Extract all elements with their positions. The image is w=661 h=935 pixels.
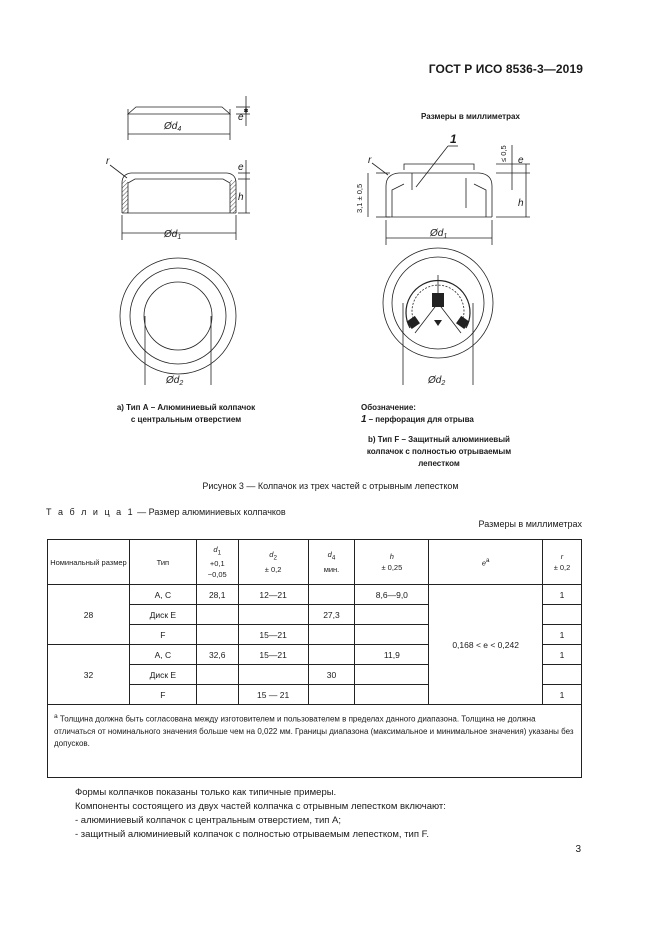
- header-type: Тип: [129, 540, 196, 585]
- label-dim-31: 3,1 ± 0,5: [355, 183, 364, 213]
- table-caption: Т а б л и ц а 1 — Размер алюминиевых колпачков: [46, 507, 286, 517]
- table-row: F 15 — 21 1: [48, 685, 582, 705]
- page-number: 3: [575, 844, 581, 855]
- label-r-a: r: [106, 156, 110, 167]
- cap-a-outer-circle: [120, 258, 236, 374]
- label-d1-f: $Ød_1$: [430, 228, 448, 240]
- table-row: F 15—21 1: [48, 625, 582, 645]
- standard-header: ГОСТ Р ИСО 8536-3—2019: [428, 62, 583, 76]
- table-row: Диск E 30: [48, 665, 582, 685]
- header-d1: $d_1$ +0,1 −0,05: [196, 540, 238, 585]
- label-e-f: e: [518, 155, 524, 166]
- label-d2-a: $Ød_2$: [166, 375, 184, 385]
- label-d1-a: $Ød_1$: [164, 229, 182, 241]
- label-h-f: h: [518, 198, 524, 209]
- caption-type-f: b) Тип F – Защитный алюминиевый колпачок с полностью отрываемым лепестком: [366, 435, 512, 468]
- figure-units-note: Размеры в миллиметрах: [421, 112, 520, 121]
- disk-outline: [128, 107, 230, 114]
- table-footnote-row: [48, 705, 582, 778]
- label-dim-05: ≤ 0,5: [499, 145, 508, 162]
- label-e-cap: e: [238, 162, 244, 173]
- cap-size-table: [47, 539, 582, 778]
- label-r-f: r: [368, 155, 372, 166]
- header-d4: $d_4$ мин.: [308, 540, 355, 585]
- figure-legend: Обозначение: 1 – перфорация для отрыва: [361, 403, 474, 425]
- table-header-row: [48, 540, 582, 585]
- table-footnote: $^a$ Толщина должна быть согласована между изготовителем и пользователем в пределах данного диапазона. Толщина не должна отличаться от номинального значения больше чем на 0,022 мм. Границы диапазона (максимальное и минимальное значения) указаны без допусков.: [48, 705, 582, 778]
- table-units: Размеры в миллиметрах: [478, 519, 582, 529]
- cap-a-side: [122, 173, 236, 213]
- cap-f-side: [386, 173, 492, 217]
- header-d2: $d_2$ ± 0,2: [238, 540, 308, 585]
- header-r: r ± 0,2: [543, 540, 582, 585]
- callout-1: 1: [450, 132, 457, 146]
- table-row: Диск E 27,3: [48, 605, 582, 625]
- body-text: Формы колпачков показаны только как типичные примеры. Компоненты состоящего из двух частей колпачка с отрывным лепестком включают: - алюминиевый колпачок с центральным отверстием, тип A; - защитный алюминиевый колпачок с полностью отрываемым лепестком, тип F.: [75, 787, 446, 840]
- header-e: $e^a$: [429, 540, 543, 585]
- e-range-cell: 0,168 < e < 0,242: [429, 585, 543, 705]
- header-h: h ± 0,25: [355, 540, 429, 585]
- table-row: 28 A, C 28,1 12—21 8,6—9,0 0,168 < e < 0,242 1: [48, 585, 582, 605]
- label-d2-f: $Ød_2$: [428, 375, 446, 385]
- caption-type-a: a) Тип А – Алюминиевый колпачок с центральным отверстием: [116, 403, 256, 424]
- label-h-a: h: [238, 192, 244, 203]
- cap-technical-drawing: [0, 85, 661, 385]
- figure-caption: Рисунок 3 — Колпачок из трех частей с отрывным лепестком: [202, 481, 459, 491]
- label-e-disk: e: [238, 112, 244, 123]
- table-row: 32 A, C 32,6 15—21 11,9 1: [48, 645, 582, 665]
- header-nominal: Номинальный размер: [48, 540, 130, 585]
- label-d4: $Ød_4$: [164, 121, 182, 133]
